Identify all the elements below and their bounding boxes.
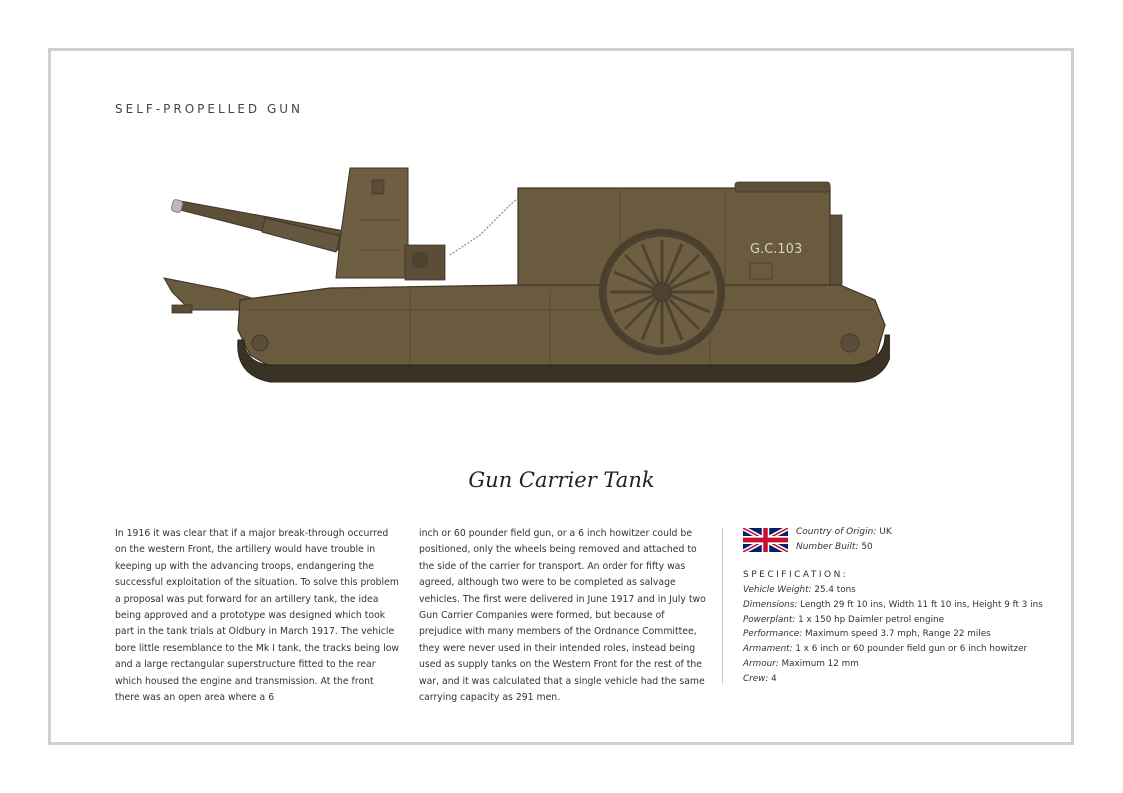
category-label: SELF-PROPELLED GUN bbox=[115, 102, 304, 116]
gun-mechanism bbox=[405, 245, 445, 280]
spec-row-weight: Vehicle Weight: 25.4 tons bbox=[743, 585, 856, 595]
spec-row-performance: Performance: Maximum speed 3.7 mph, Range 22 miles bbox=[743, 629, 991, 640]
vehicle-marking: G.C.103 bbox=[750, 242, 803, 257]
spec-row-crew: Crew: 4 bbox=[743, 673, 777, 684]
description-column-1 bbox=[115, 526, 400, 706]
column-divider bbox=[722, 528, 723, 684]
vehicle-title: Gun Carrier Tank bbox=[468, 468, 655, 492]
gun-barrel bbox=[171, 199, 350, 252]
spec-row-dimensions: Dimensions: Length 29 ft 10 ins, Width 11 ft 10 ins, Height 9 ft 3 ins bbox=[743, 599, 1043, 610]
description-text-1: In 1916 it was clear that if a major break-through occurred on the western Front, the artillery would have trouble in keeping up with the advancing troops, endangering the successful exploitation of the situation. To solve this problem a proposal was put forward for an artillery tank, the idea being approved and a prototype was designed which took part in the tank trials at Oldbury in March 1917. The vehicle bore little resemblance to the Mk I tank, the tracks being low and a large rectangular superstructure fitted to the rear which housed the engine and transmission. At the front there was an open area where a 6 bbox=[115, 528, 399, 704]
spare-wheel bbox=[602, 232, 722, 352]
gun-shield bbox=[336, 168, 408, 278]
country-of-origin: Country of Origin: UK bbox=[796, 527, 892, 537]
spec-row-armament: Armament: 1 x 6 inch or 60 pounder field gun or 6 inch howitzer bbox=[743, 644, 1028, 655]
tank-illustration bbox=[150, 160, 890, 400]
spec-row-powerplant: Powerplant: 1 x 150 hp Daimler petrol engine bbox=[743, 614, 945, 625]
number-built: Number Built: 50 bbox=[796, 541, 873, 552]
description-text-2: inch or 60 pounder field gun, or a 6 inch howitzer could be positioned, only the wheels being removed and attached to the side of the carrier for transport. An order for fifty was agreed, although two were to be completed as salvage vehicles. The first were delivered in June 1917 and in July two Gun Carrier Companies were formed, but because of prejudice with many members of the Ordnance Committee, they were never used in their intended roles, instead being used as supply tanks on the Western Front for the rest of the war, and it was calculated that a single vehicle had the same carrying capacity as 291 men. bbox=[419, 528, 706, 704]
origin-block bbox=[796, 525, 892, 554]
spec-row-armour: Armour: Maximum 12 mm bbox=[743, 658, 859, 669]
hull-body bbox=[238, 285, 885, 372]
union-jack-flag-icon bbox=[743, 528, 788, 552]
specification-heading: SPECIFICATION: bbox=[743, 570, 849, 580]
description-column-2 bbox=[419, 526, 709, 706]
specification-list bbox=[743, 583, 1063, 687]
